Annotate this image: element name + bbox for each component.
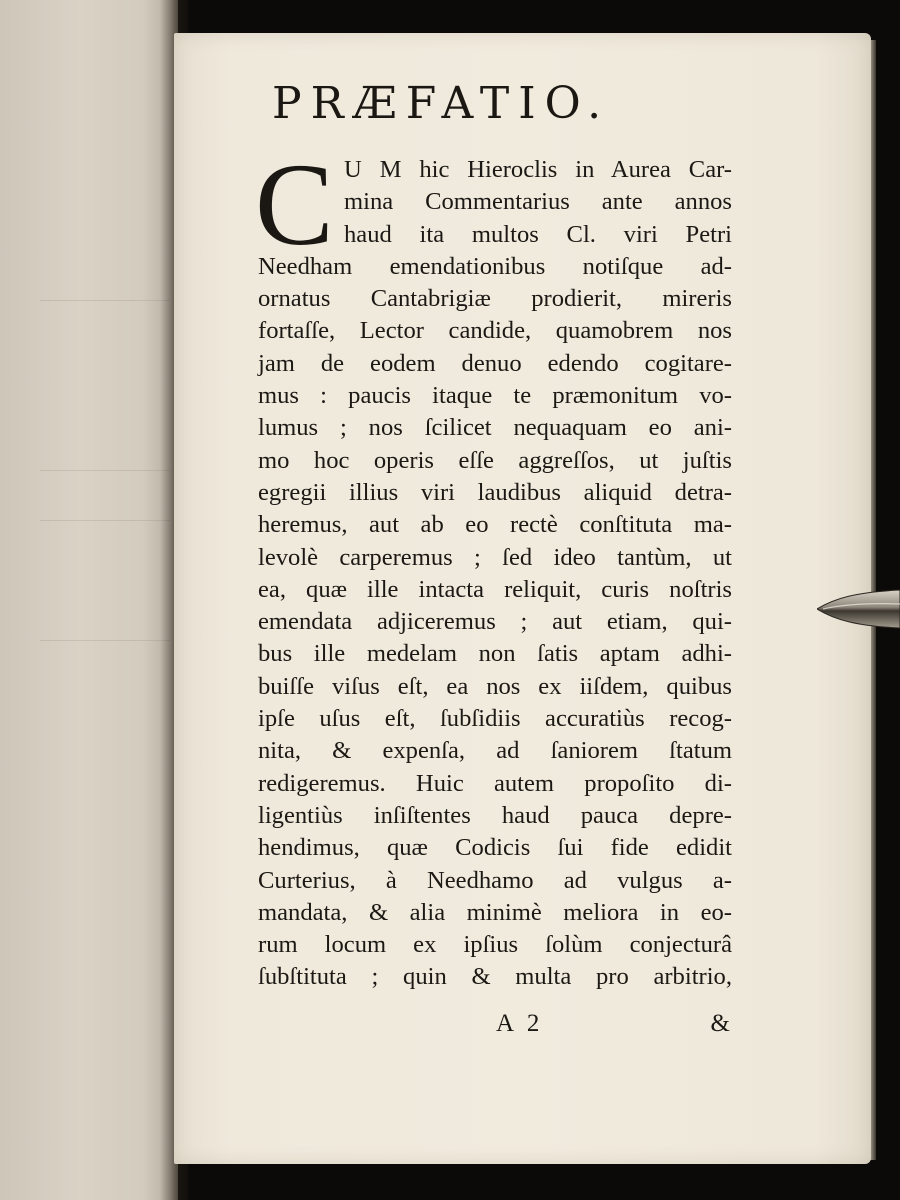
text-line: nita, & expenſa, ad ſaniorem ſtatum: [258, 737, 732, 765]
catchword: &: [710, 1010, 730, 1037]
bleed-through-line: [40, 300, 170, 301]
text-line: ipſe uſus eſt, ſubſidiis accuratiùs recog-: [258, 705, 732, 733]
text-line: ligentiùs inſiſtentes haud pauca depre-: [258, 801, 732, 829]
text-line: jam de eodem denuo edendo cogitare-: [258, 349, 732, 377]
text-line: levolè carperemus ; ſed ideo tantùm, ut: [258, 543, 732, 571]
drop-cap: C: [255, 139, 334, 270]
text-line: emendata adjiceremus ; aut etiam, qui-: [258, 608, 732, 636]
text-line: Curterius, à Needhamo ad vulgus a-: [258, 866, 732, 894]
text-line: egregii illius viri laudibus aliquid detra-: [258, 478, 732, 506]
text-line: bus ille medelam non ſatis aptam adhi-: [258, 640, 732, 668]
text-line: haud ita multos Cl. viri Petri: [344, 220, 732, 248]
page-footer: [258, 1010, 732, 1046]
text-line: mus : paucis itaque te præmonitum vo-: [258, 382, 732, 410]
left-page: [0, 0, 178, 1200]
body-text: [258, 154, 732, 994]
text-line: U M hic Hieroclis in Aurea Car-: [344, 156, 732, 183]
bleed-through-line: [40, 520, 170, 521]
text-line: ornatus Cantabrigiæ prodierit, mireris: [258, 285, 732, 313]
bleed-through-line: [40, 470, 170, 471]
text-line: mina Commentarius ante annos: [344, 188, 732, 216]
text-line: ea, quæ ille intacta reliquit, curis noſtris: [258, 575, 732, 603]
text-line: lumus ; nos ſcilicet nequaquam eo ani-: [258, 414, 732, 442]
text-line: buiſſe viſus eſt, ea nos ex iiſdem, quibus: [258, 672, 732, 700]
signature-mark: A 2: [496, 1010, 544, 1037]
text-line: mo hoc operis eſſe aggreſſos, ut juſtis: [258, 446, 732, 474]
page-clip-icon: [817, 586, 900, 632]
text-line: hendimus, quæ Codicis ſui fide edidit: [258, 834, 732, 862]
text-line: rum locum ex ipſius ſolùm conjecturâ: [258, 931, 732, 959]
bleed-through-line: [40, 640, 170, 641]
text-line: redigeremus. Huic autem propoſito di-: [258, 769, 732, 797]
text-line: fortaſſe, Lector candide, quamobrem nos: [258, 317, 732, 345]
text-line: heremus, aut ab eo rectè conſtituta ma-: [258, 511, 732, 539]
text-line: Needham emendationibus notiſque ad-: [258, 252, 732, 280]
page-title: PRÆFATIO.: [272, 78, 611, 129]
text-line: ſubſtituta ; quin & multa pro arbitrio,: [258, 963, 732, 991]
text-line: mandata, & alia minimè meliora in eo-: [258, 898, 732, 926]
